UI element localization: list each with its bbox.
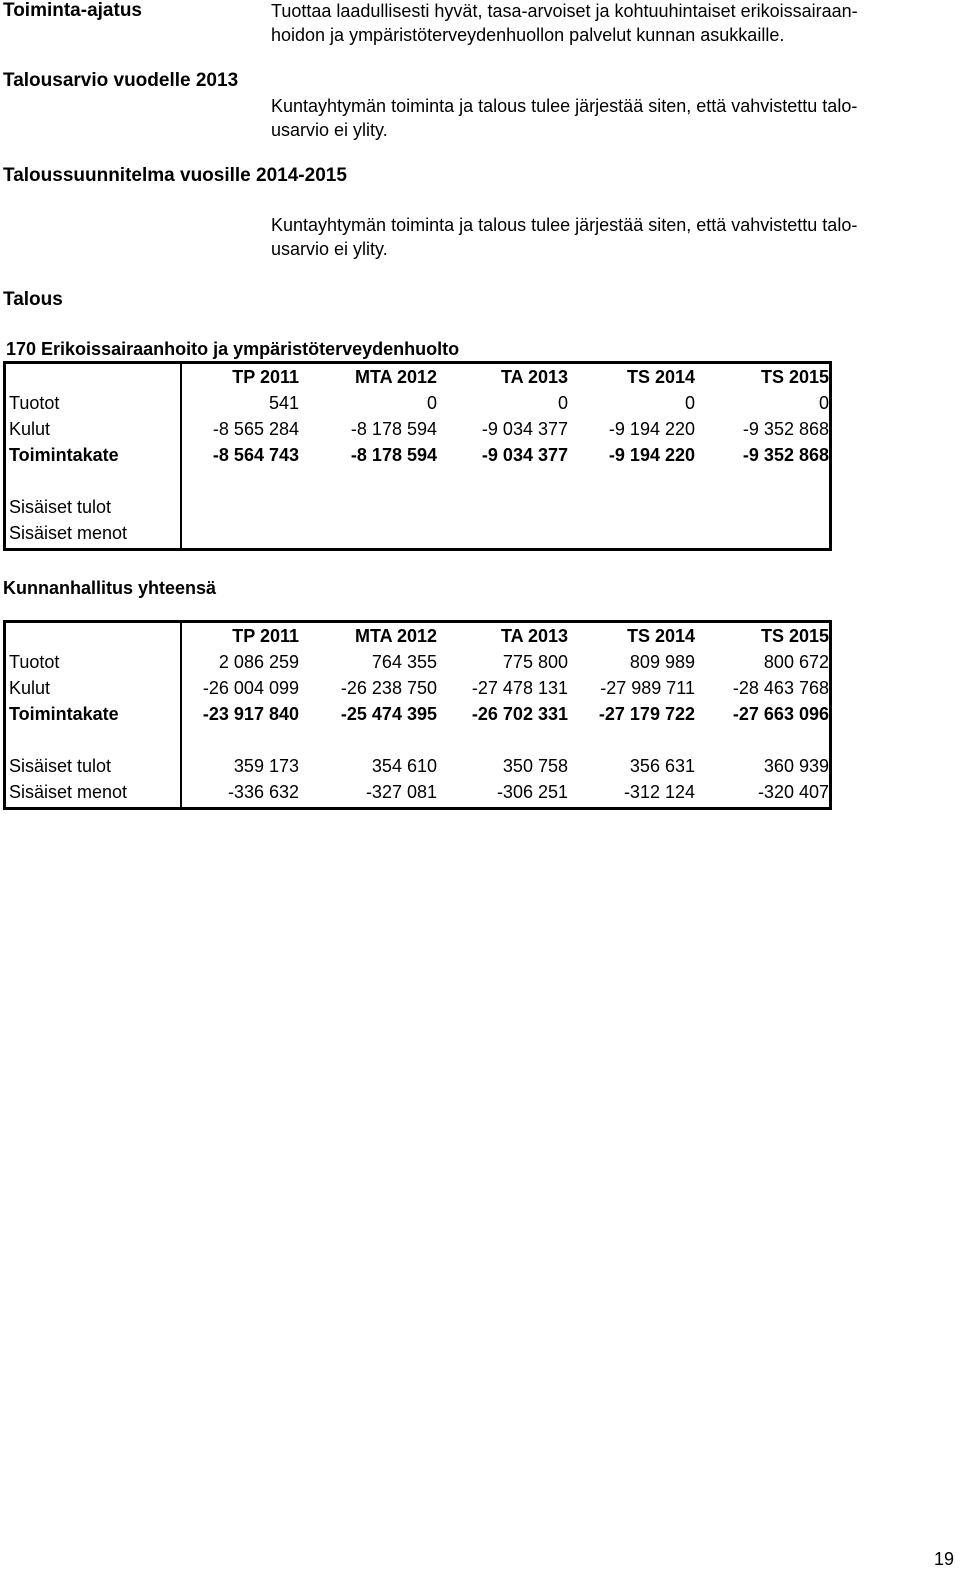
paragraph-line: Kuntayhtymän toiminta ja talous tulee järjestää siten, että vahvistettu talo-	[271, 96, 858, 116]
table-row	[6, 649, 829, 675]
table1	[3, 361, 832, 551]
heading-talousarvio: Talousarvio vuodelle 2013	[3, 70, 239, 91]
table-cell: 541	[268, 393, 299, 413]
table-spacer-row	[6, 468, 829, 494]
column-header: TP 2011	[232, 367, 299, 387]
table-cell: 0	[818, 393, 829, 413]
page-number: 19	[933, 1549, 954, 1569]
table2	[3, 620, 832, 810]
table-cell: -8 565 284	[212, 419, 299, 439]
column-header: TA 2013	[500, 626, 568, 646]
table-row	[6, 753, 829, 779]
row-label: Sisäiset menot	[9, 782, 128, 802]
table-cell: -9 034 377	[481, 445, 568, 465]
table-cell: -26 702 331	[471, 704, 568, 724]
column-header: MTA 2012	[354, 626, 437, 646]
heading-talous: Talous	[3, 289, 63, 310]
table-cell: -26 004 099	[202, 678, 299, 698]
paragraph-line: Tuottaa laadullisesti hyvät, tasa-arvoiset ja kohtuuhintaiset erikoissairaan-	[271, 1, 858, 21]
table-cell: -9 352 868	[742, 419, 829, 439]
column-header: TP 2011	[232, 626, 299, 646]
table-row	[6, 675, 829, 701]
row-label: Sisäiset menot	[9, 523, 128, 543]
table-cell: 354 610	[371, 756, 437, 776]
table-cell: -336 632	[227, 782, 299, 802]
table-cell: 764 355	[371, 652, 437, 672]
row-label: Tuotot	[9, 652, 60, 672]
paragraph-line: hoidon ja ympäristöterveydenhuollon palvelut kunnan asukkaille.	[271, 25, 785, 45]
table-row	[6, 442, 829, 468]
paragraph-talousarvio	[271, 94, 951, 142]
table-cell: -9 034 377	[481, 419, 568, 439]
heading-toiminta-ajatus: Toiminta-ajatus	[3, 0, 142, 21]
row-label: Kulut	[9, 678, 51, 698]
paragraph-line: usarvio ei ylity.	[271, 239, 388, 259]
table-row	[6, 701, 829, 727]
table-row	[6, 494, 829, 520]
table-cell: -25 474 395	[340, 704, 437, 724]
table-header-row	[6, 623, 829, 649]
table-row	[6, 416, 829, 442]
table-row	[6, 520, 829, 546]
paragraph-taloussuunnitelma	[271, 213, 951, 261]
row-label: Sisäiset tulot	[9, 756, 112, 776]
table-cell: 360 939	[763, 756, 829, 776]
paragraph-line: Kuntayhtymän toiminta ja talous tulee järjestää siten, että vahvistettu talo-	[271, 215, 858, 235]
row-label: Toimintakate	[9, 704, 119, 724]
column-header: TS 2014	[626, 626, 695, 646]
row-label: Toimintakate	[9, 445, 119, 465]
table-cell: 800 672	[763, 652, 829, 672]
table-cell: -9 352 868	[742, 445, 829, 465]
table-cell: 2 086 259	[218, 652, 299, 672]
table-cell: 359 173	[233, 756, 299, 776]
table-cell: -8 178 594	[350, 445, 437, 465]
paragraph-toiminta-ajatus	[271, 0, 951, 47]
table-cell: -8 564 743	[212, 445, 299, 465]
column-header: TS 2015	[760, 626, 829, 646]
row-label: Kulut	[9, 419, 51, 439]
table-cell: -26 238 750	[340, 678, 437, 698]
table-cell: -23 917 840	[202, 704, 299, 724]
table-cell: 0	[557, 393, 568, 413]
table-cell: 809 989	[629, 652, 695, 672]
table-cell: -27 179 722	[598, 704, 695, 724]
table1-title: 170 Erikoissairaanhoito ja ympäristöterveydenhuolto	[6, 339, 460, 359]
table-header-row	[6, 364, 829, 390]
column-header: TS 2014	[626, 367, 695, 387]
table-spacer-row	[6, 727, 829, 753]
column-header: MTA 2012	[354, 367, 437, 387]
table-cell: -27 478 131	[471, 678, 568, 698]
column-header: TA 2013	[500, 367, 568, 387]
table-cell: 0	[426, 393, 437, 413]
table-cell: 775 800	[502, 652, 568, 672]
table2-title: Kunnanhallitus yhteensä	[3, 578, 217, 598]
table-cell: -27 989 711	[600, 678, 695, 698]
table-row	[6, 779, 829, 805]
table-cell: -320 407	[757, 782, 829, 802]
table-cell: -28 463 768	[732, 678, 829, 698]
row-label: Tuotot	[9, 393, 60, 413]
table-cell: -306 251	[496, 782, 568, 802]
column-header: TS 2015	[760, 367, 829, 387]
table-cell: -9 194 220	[608, 445, 695, 465]
table-cell: -327 081	[365, 782, 437, 802]
table-cell: 0	[684, 393, 695, 413]
table-row	[6, 390, 829, 416]
table-cell: -27 663 096	[732, 704, 829, 724]
row-label: Sisäiset tulot	[9, 497, 112, 517]
table-cell: 350 758	[502, 756, 568, 776]
table-cell: 356 631	[629, 756, 695, 776]
table-cell: -8 178 594	[350, 419, 437, 439]
table-cell: -312 124	[623, 782, 695, 802]
paragraph-line: usarvio ei ylity.	[271, 120, 388, 140]
heading-taloussuunnitelma: Taloussuunnitelma vuosille 2014-2015	[3, 165, 347, 186]
table-cell: -9 194 220	[608, 419, 695, 439]
